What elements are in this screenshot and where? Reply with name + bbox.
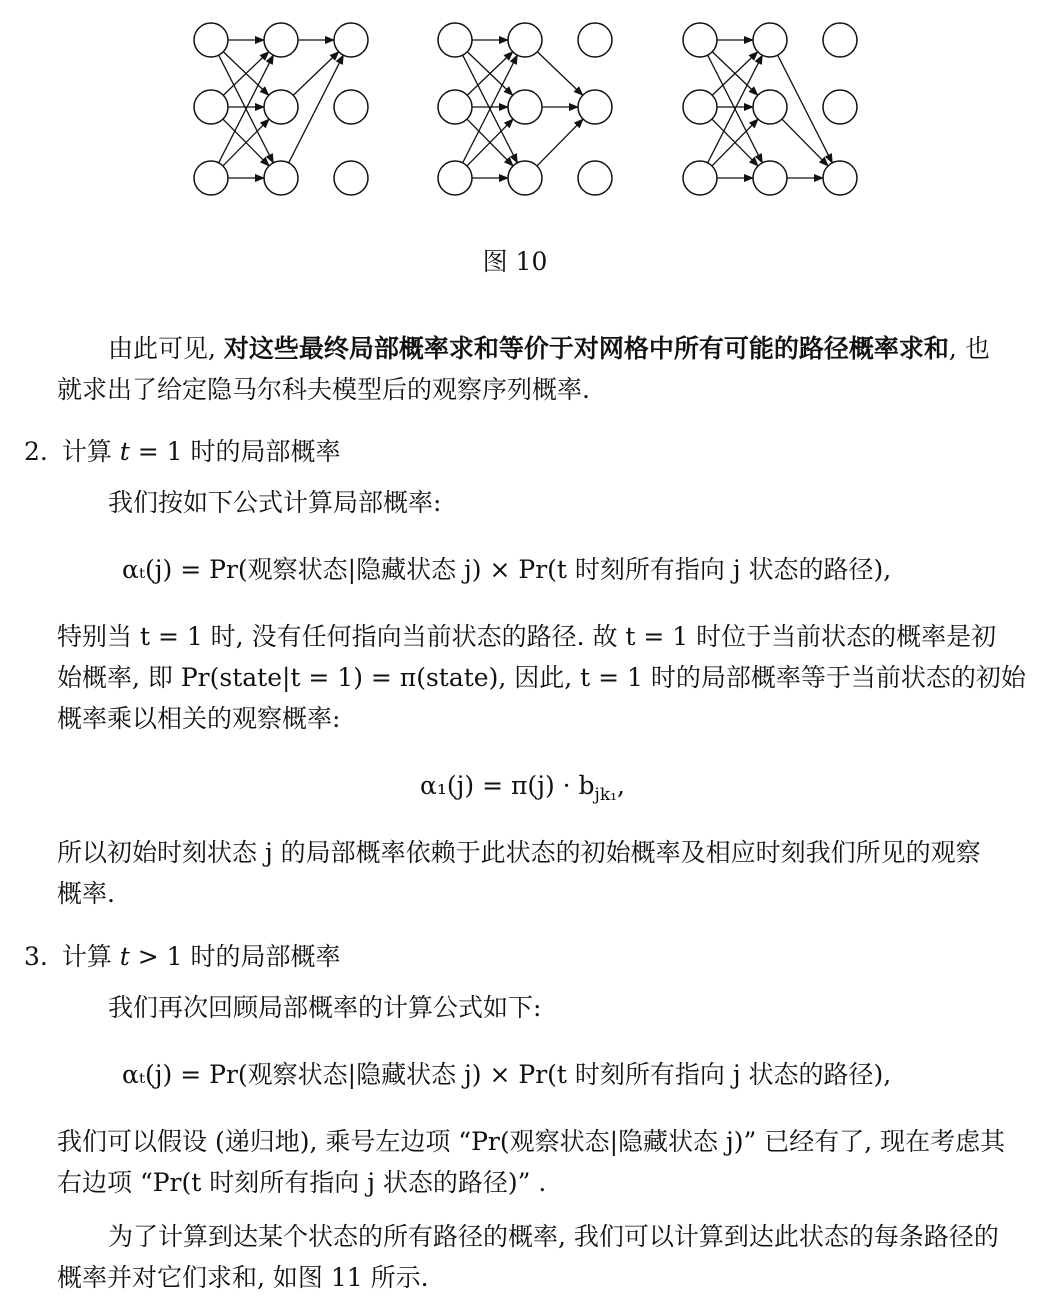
equation-local-probability-repeat: αₜ(j) = Pr(观察状态|隐藏状态 j) × Pr(t 时刻所有指向 j 状态的路径), <box>122 1060 892 1089</box>
section-2-line-3: 概率乘以相关的观察概率: <box>57 704 341 733</box>
section-number: 2. <box>24 437 48 466</box>
paragraph-conclusion-line-1 <box>108 332 990 366</box>
trellis-node <box>264 23 298 57</box>
trellis-diagram <box>0 0 1050 210</box>
trellis-node <box>508 90 542 124</box>
text-segment: , 也 <box>948 334 990 363</box>
trellis-node <box>753 23 787 57</box>
trellis-node <box>683 23 717 57</box>
trellis-node <box>683 161 717 195</box>
trellis-figure <box>0 0 1050 210</box>
heading-math: t <box>119 942 130 971</box>
trellis-edge <box>778 55 833 163</box>
trellis-node <box>334 23 368 57</box>
section-2-line-1: 特别当 t = 1 时, 没有任何指向当前状态的路径. 故 t = 1 时位于当前状态的概率是初 <box>57 622 997 651</box>
section-3-intro: 我们再次回顾局部概率的计算公式如下: <box>108 993 542 1022</box>
trellis-node <box>578 23 612 57</box>
trellis-node <box>823 161 857 195</box>
figure-caption: 图 10 <box>482 247 548 276</box>
trellis-edge <box>537 119 583 166</box>
section-3-line-1: 我们可以假设 (递归地), 乘号左边项 “Pr(观察状态|隐藏状态 j)” 已经有了, 现在考虑其 <box>57 1127 1006 1156</box>
section-2-heading <box>24 435 341 469</box>
trellis-node <box>334 161 368 195</box>
trellis-edge <box>293 52 338 95</box>
trellis-edge <box>537 52 582 95</box>
heading-text: 计算 <box>61 437 120 466</box>
heading-math: t <box>119 437 130 466</box>
trellis-node <box>753 90 787 124</box>
trellis-panel-1 <box>194 23 368 195</box>
equation-end: , <box>616 771 625 800</box>
section-2-line-2: 始概率, 即 Pr(state|t = 1) = π(state), 因此, t = 1 时的局部概率等于当前状态的初始 <box>57 663 1026 692</box>
equation-main: α₁(j) = π(j) · b <box>420 771 595 800</box>
trellis-node <box>683 90 717 124</box>
trellis-node <box>194 161 228 195</box>
bold-statement: 对这些最终局部概率求和等价于对网格中所有可能的路径概率求和 <box>223 334 949 363</box>
section-2-line-5: 概率. <box>57 879 115 908</box>
trellis-node <box>753 161 787 195</box>
section-3-heading <box>24 940 341 974</box>
section-3-line-4: 概率并对它们求和, 如图 11 所示. <box>57 1263 429 1292</box>
trellis-node <box>194 23 228 57</box>
equation-local-probability: αₜ(j) = Pr(观察状态|隐藏状态 j) × Pr(t 时刻所有指向 j 状态的路径), <box>122 555 892 584</box>
section-number: 3. <box>24 942 48 971</box>
trellis-panel-3 <box>683 23 857 195</box>
trellis-node <box>823 23 857 57</box>
trellis-node <box>438 23 472 57</box>
trellis-node <box>264 161 298 195</box>
equation-subscript: jk₁ <box>594 785 617 805</box>
trellis-node <box>438 161 472 195</box>
heading-text: > 1 时的局部概率 <box>129 942 341 971</box>
section-2-intro: 我们按如下公式计算局部概率: <box>108 488 442 517</box>
section-3-line-3: 为了计算到达某个状态的所有路径的概率, 我们可以计算到达此状态的每条路径的 <box>108 1222 999 1251</box>
trellis-edge <box>782 119 828 166</box>
trellis-node <box>578 161 612 195</box>
section-2-line-4: 所以初始时刻状态 j 的局部概率依赖于此状态的初始概率及相应时刻我们所见的观察 <box>57 838 981 867</box>
paragraph-conclusion-line-2: 就求出了给定隐马尔科夫模型后的观察序列概率. <box>57 375 590 404</box>
trellis-node <box>508 23 542 57</box>
trellis-node <box>508 161 542 195</box>
trellis-panel-2 <box>438 23 612 195</box>
trellis-node <box>823 90 857 124</box>
heading-text: 计算 <box>61 942 120 971</box>
trellis-node <box>194 90 228 124</box>
heading-text: = 1 时的局部概率 <box>129 437 341 466</box>
trellis-node <box>264 90 298 124</box>
equation-initial-probability <box>420 769 625 812</box>
trellis-edge <box>289 55 344 163</box>
text-segment: 由此可见, <box>108 334 224 363</box>
trellis-node <box>578 90 612 124</box>
trellis-node <box>334 90 368 124</box>
section-3-line-2: 右边项 “Pr(t 时刻所有指向 j 状态的路径)” . <box>57 1168 547 1197</box>
trellis-node <box>438 90 472 124</box>
